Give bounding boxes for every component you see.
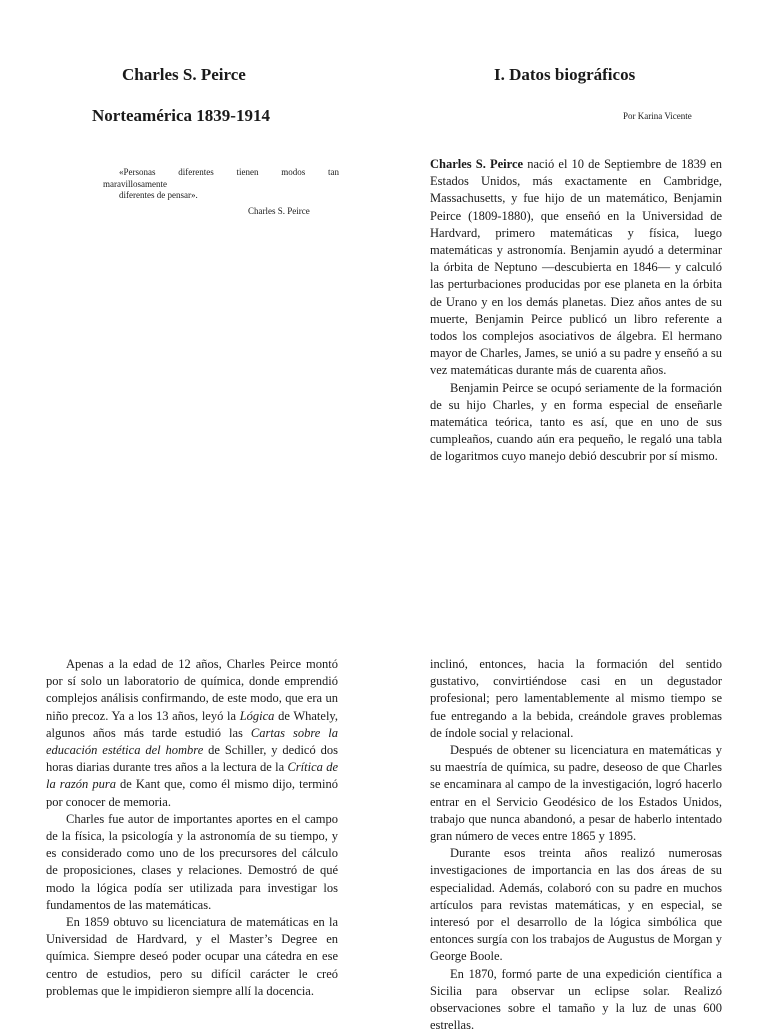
epigraph-line-3: diferentes de pensar». [119, 190, 198, 200]
br-paragraph-2: Después de obtener su licenciatura en matemáticas y su maestría de química, su padre, deseoso de que Charles se encaminara al campo de la investigación, logró hacerlo entrar en el Servicio Geodésico de los Estados Unidos, trabajo que nunca abandonó, a pesar de haberlo intentado gran número de veces entre 1865 y 1895. [430, 743, 722, 844]
bl-p1-c: de Schiller, y dedicó dos horas diarias durante tres años a la lectura de la [46, 743, 338, 775]
epigraph-line-1: «Personas diferentes tienen modos tan [119, 167, 339, 177]
epigraph [103, 167, 339, 217]
bio-paragraph-1 [430, 156, 722, 380]
bl-p1-d: de Kant que, como él mismo dijo, terminó por conocer de memoria. [46, 777, 338, 809]
bl-p1-title-cartas: Cartas sobre la educación estética del hombre [46, 725, 338, 758]
bl-paragraph-2: Charles fue autor de importantes aportes en el campo de la física, la psicología y la astronomía de su tiempo, y es considerado como uno de los precursores del cálculo de proposiciones, clases y relaciones. Demostró de qué modo la lógica podía ser utilizada para investigar los fundamentos de las matemáticas. [46, 811, 338, 912]
bio-paragraph-2: Benjamin Peirce se ocupó seriamente de la formación de su hijo Charles, y en forma especial de enseñarle matemática teórica, tanto es así, que en uno de sus cumpleaños, cuando aún era pequeño, le regaló una tabla de logaritmos cuyo manejo debió descubrir por sí mismo. [430, 380, 722, 464]
bl-p1-b: de Whately, algunos años más tarde estudió las [46, 708, 338, 740]
left-title: Charles S. Peirce [122, 65, 246, 84]
bio-column [430, 156, 722, 466]
bio-name: Charles S. Peirce [430, 157, 524, 171]
bottom-left-column [46, 656, 338, 1000]
bl-p1-a: Apenas a la edad de 12 años, Charles Peirce montó por sí solo un laboratorio de química, donde emprendió complejos análisis confirmando, de este modo, que era un niño precoz. Ya a los 13 años, leyó la [46, 657, 338, 723]
epigraph-line-2: maravillosamente [103, 178, 167, 189]
br-paragraph-1: inclinó, entonces, hacia la formación del sentido gustativo, convirtiéndose casi en un degustador profesional; pero lamentablemente al mismo tiempo se fue entregando a la bebida, creándole graves problemas de índole social y relacional. [430, 657, 722, 740]
byline: Por Karina Vicente [623, 111, 692, 121]
br-paragraph-3: Durante esos treinta años realizó numerosas investigaciones de importancia en las dos áreas de su especialidad. Además, colaboró con su padre en muchos artículos para revistas matemáticas, y en especial, se interesó por el desarrollo de la lógica simbólica que entonces surgía con los trabajos de Augustus de Morgan y George Boole. [430, 846, 722, 964]
epigraph-author: Charles S. Peirce [248, 205, 310, 216]
bl-paragraph-3: En 1859 obtuvo su licenciatura de matemáticas en la Universidad de Hardvard, y el Master’s Degree en química. Siempre deseó poder ocupar una cátedra en ese centro de estudios, pero su difícil carácter le creó problemas que le impidieron siempre allí la docencia. [46, 915, 338, 998]
br-paragraph-4: En 1870, formó parte de una expedición científica a Sicilia para observar un eclipse solar. Realizó observaciones sobre el tamaño y la luz de unas 600 estrellas. [430, 966, 722, 1033]
bl-p1-title-critica: Crítica de la razón pura [46, 760, 338, 792]
section-title: I. Datos biográficos [494, 65, 636, 84]
left-subtitle: Norteamérica 1839-1914 [92, 106, 270, 125]
bio-p1-text: nació el 10 de Septiembre de 1839 en Estados Unidos, más exactamente en Cambridge, Massachusetts, y fue hijo de un matemático, Benjamin Peirce (1809-1880), que enseñó en la Universidad de Hardvard, primero matemáticas y física, luego matemáticas y astronomía. Benjamin ayudó a determinar la órbita de Neptuno —descubierta en 1846— y calculó las perturbaciones producidas por ese planeta en la órbita de Urano y en los demás planetas. Diez años antes de su muerte, Benjamin Peirce publicó un libro referente a todos los complejos asociativos de álgebra. El hermano mayor de Charles, James, se unió a su padre y enseñó a su vez matemáticas durante más de cuarenta años. [430, 157, 722, 378]
bl-paragraph-1 [46, 656, 338, 811]
bl-p1-title-logica: Lógica [239, 708, 275, 723]
bottom-right-column [430, 656, 722, 1034]
